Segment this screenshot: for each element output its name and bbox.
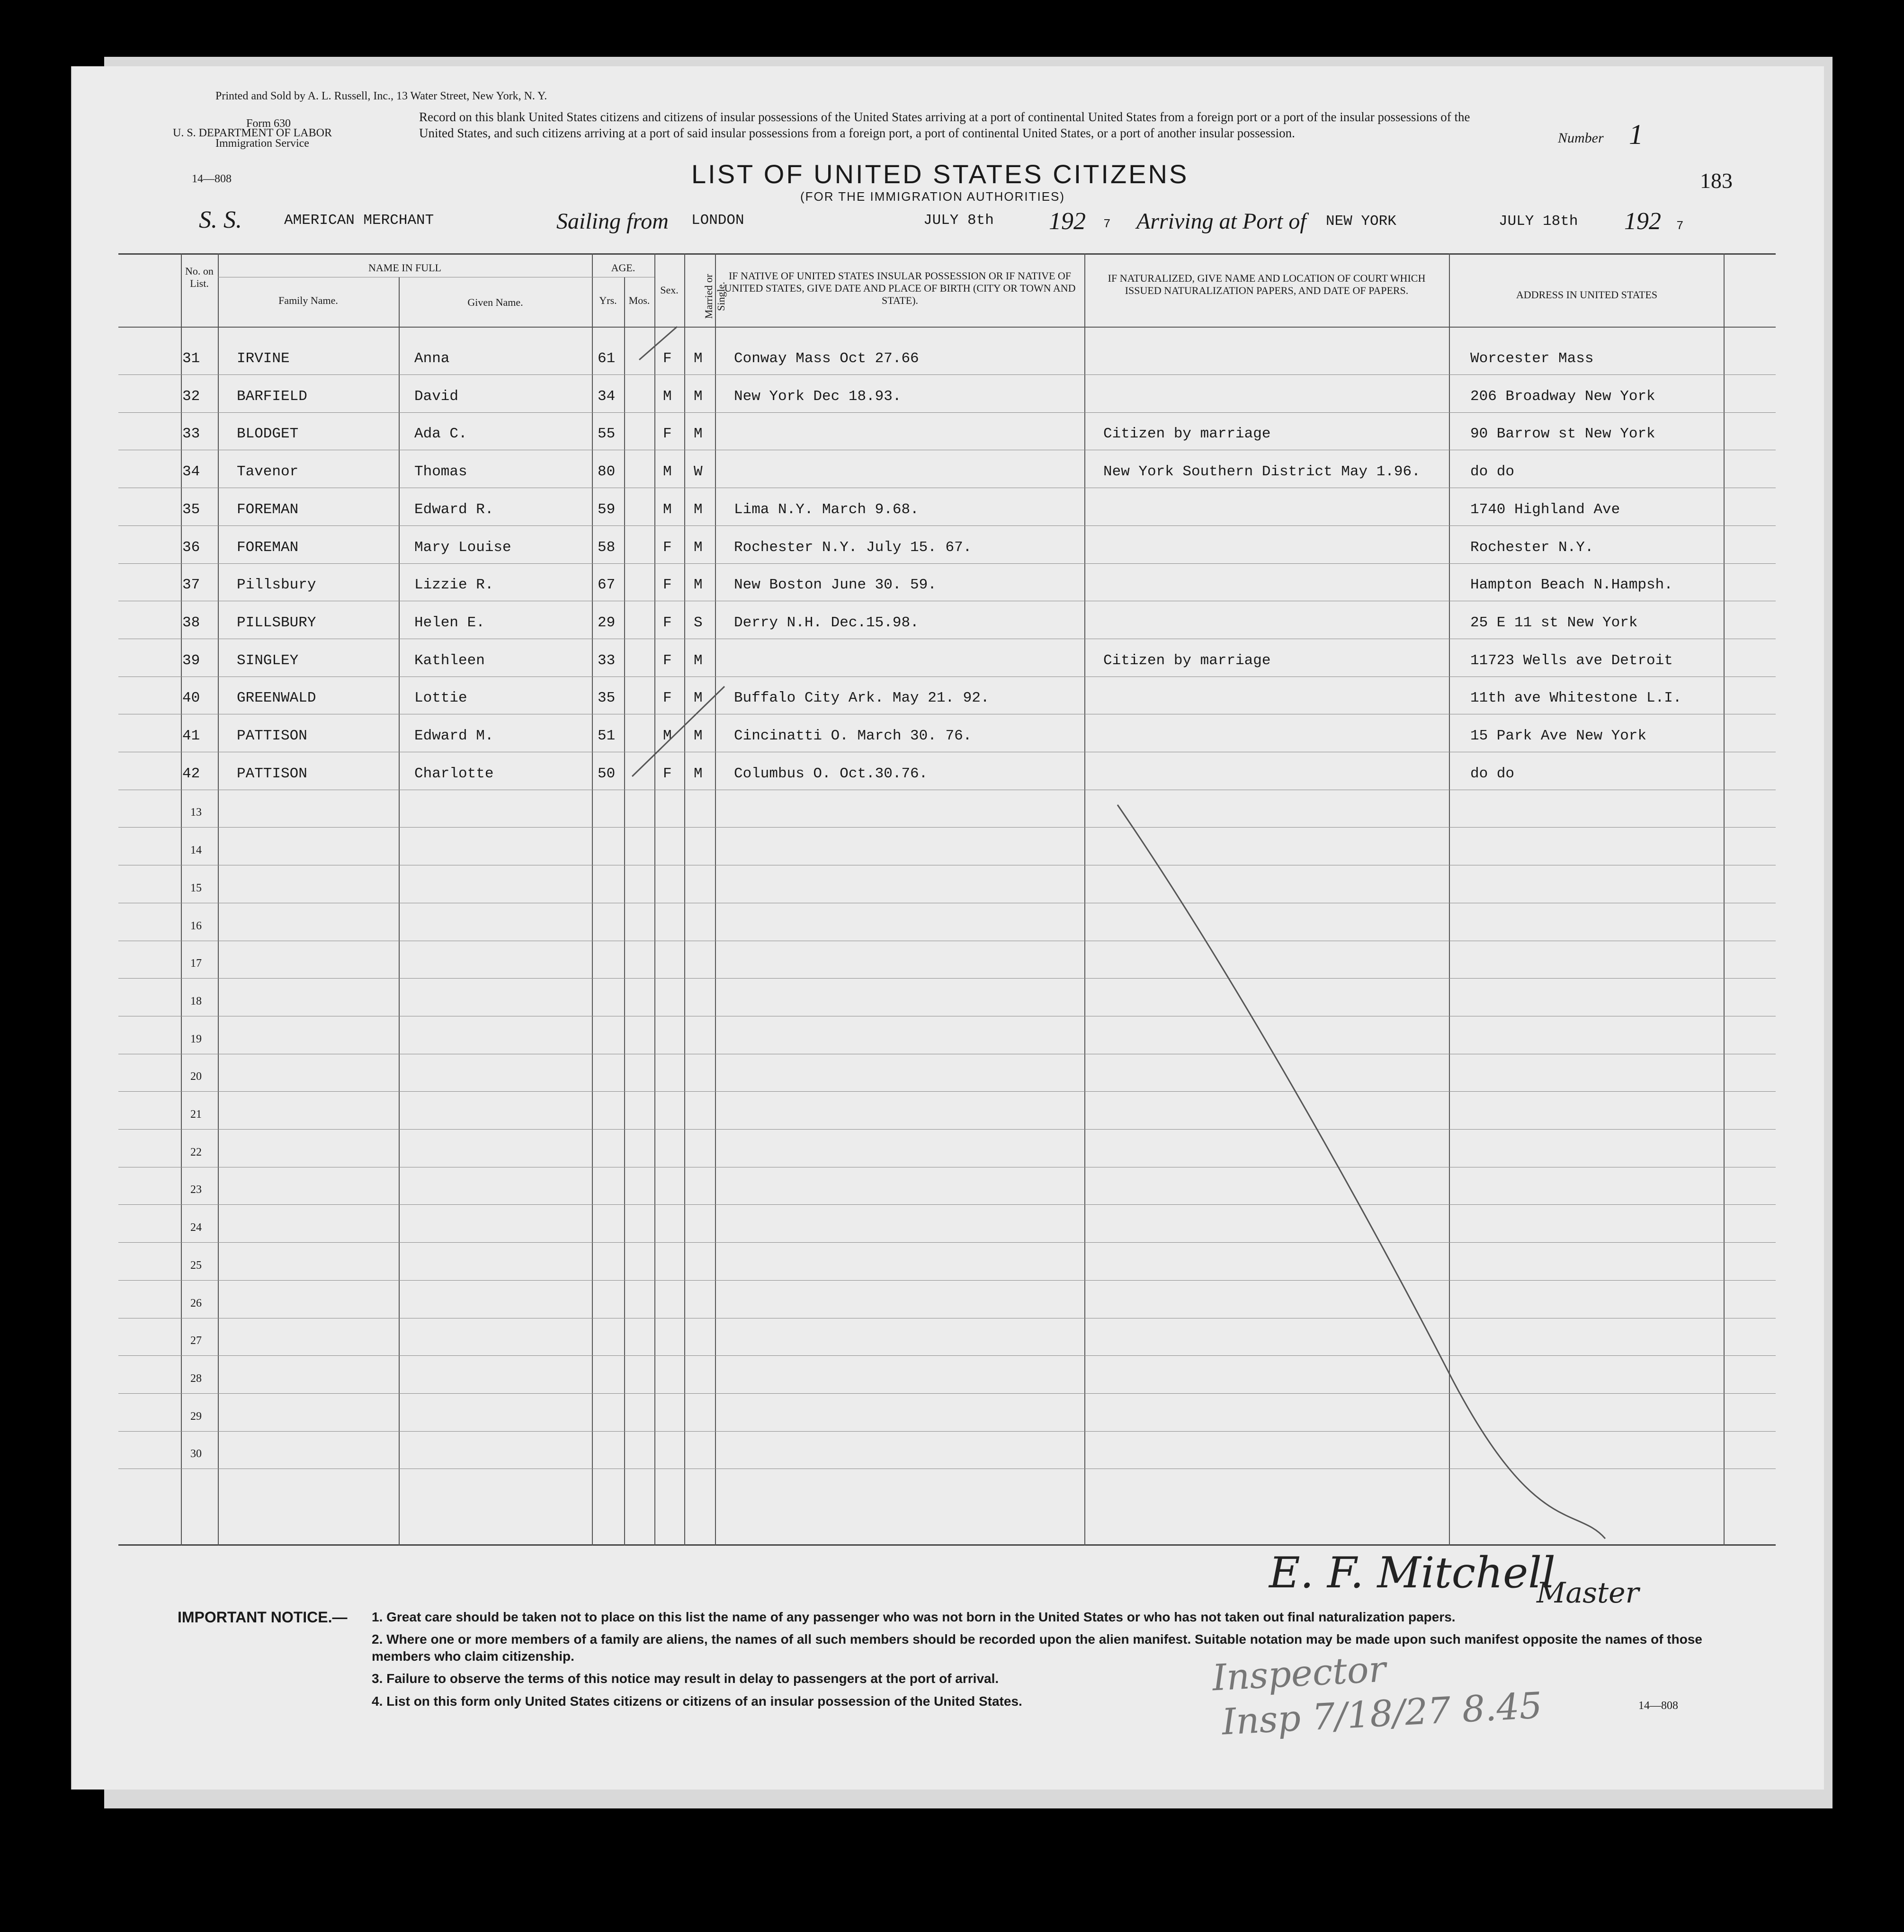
arriving-date: JULY 18th (1499, 213, 1578, 230)
age: 80 (598, 463, 616, 481)
row-number: 26 (190, 1297, 202, 1309)
age: 35 (598, 690, 616, 707)
page-title: LIST OF UNITED STATES CITIZENS (691, 159, 1189, 189)
arriving-label: Arriving at Port of (1136, 209, 1306, 234)
marital-status: M (694, 350, 703, 367)
sex: M (663, 463, 672, 481)
marital-status: M (694, 690, 703, 707)
sex: F (663, 426, 672, 443)
age: 33 (598, 652, 616, 669)
page-number: 183 (1700, 169, 1733, 193)
marital-status: M (694, 388, 703, 405)
birth-details: Rochester N.Y. July 15. 67. (734, 539, 972, 556)
col-header-sex: Sex. (660, 284, 679, 296)
us-address: 15 Park Ave New York (1470, 728, 1647, 744)
arriving-year-prefix: 192 (1624, 208, 1661, 235)
family-name: SINGLEY (237, 652, 299, 669)
given-name: Edward R. (414, 501, 494, 518)
age: 29 (598, 614, 616, 631)
sex: F (663, 350, 672, 367)
master-title: Master (1537, 1576, 1639, 1610)
birth-details: Lima N.Y. March 9.68. (734, 501, 919, 518)
us-address: 11723 Wells ave Detroit (1470, 652, 1673, 669)
row-number: 28 (190, 1372, 202, 1385)
sex: M (663, 728, 672, 744)
age: 55 (598, 426, 616, 443)
age: 51 (598, 728, 616, 744)
row-number: 39 (182, 652, 200, 669)
department: U. S. DEPARTMENT OF LABOR (173, 127, 332, 139)
col-header-given: Given Name. (467, 296, 523, 308)
family-name: Tavenor (237, 463, 299, 481)
notice-label: IMPORTANT NOTICE.— (178, 1609, 348, 1626)
notice-item-3: 3. Failure to observe the terms of this notice may result in delay to passengers at the port of arrival. (372, 1671, 999, 1686)
sailing-from: LONDON (691, 212, 744, 229)
check-mark (639, 327, 677, 360)
row-number: 25 (190, 1259, 202, 1272)
row-number: 13 (190, 806, 202, 819)
given-name: Lizzie R. (414, 577, 494, 594)
row-number: 17 (190, 957, 202, 970)
check-mark (632, 686, 724, 776)
row-number: 33 (182, 426, 200, 443)
printer-line: Printed and Sold by A. L. Russell, Inc., 13 Water Street, New York, N. Y. (215, 90, 547, 102)
given-name: David (414, 388, 459, 405)
strike-through-line (1117, 805, 1605, 1539)
row-number: 42 (182, 765, 200, 782)
age: 67 (598, 577, 616, 594)
form-number: Form 630 (246, 117, 291, 130)
us-address: do do (1470, 463, 1515, 481)
age: 59 (598, 501, 616, 518)
col-header-yrs: Yrs. (599, 294, 617, 306)
col-header-no: No. on List. (185, 265, 214, 289)
sex: F (663, 690, 672, 707)
col-header-family: Family Name. (278, 294, 338, 306)
naturalization: Citizen by marriage (1103, 426, 1271, 443)
row-number: 37 (182, 577, 200, 594)
given-name: Helen E. (414, 614, 485, 631)
ss-label: S. S. (199, 206, 242, 233)
birth-details: Conway Mass Oct 27.66 (734, 350, 919, 367)
marital-status: M (694, 577, 703, 594)
given-name: Anna (414, 350, 450, 367)
row-number: 16 (190, 919, 202, 932)
family-name: PATTISON (237, 728, 307, 744)
inspector-signature: Inspector (1211, 1647, 1387, 1699)
col-header-age: AGE. (611, 262, 635, 274)
col-header-address: ADDRESS IN UNITED STATES (1516, 289, 1658, 301)
service: Immigration Service (215, 137, 309, 150)
us-address: do do (1470, 765, 1515, 782)
row-number: 30 (190, 1448, 202, 1460)
age: 34 (598, 388, 616, 405)
us-address: 25 E 11 st New York (1470, 614, 1638, 631)
family-name: BARFIELD (237, 388, 307, 405)
row-number: 22 (190, 1146, 202, 1158)
col-header-married: Married or Single. (703, 274, 727, 319)
notice-item-1: 1. Great care should be taken not to place on this list the name of any passenger who was not born in the United States or who has not taken out final naturalization papers. (372, 1610, 1456, 1624)
row-number: 18 (190, 995, 202, 1007)
us-address: Worcester Mass (1470, 350, 1594, 367)
instructions: Record on this blank United States citizens and citizens of insular possessions of the United States arriving at a port of continental United States from a foreign port or a port of the insular possessions of the United States, and such citizens arriving at a port of said insular possessions from a foreign port, a port of continental United States, or a port of another insular possession. (419, 110, 1470, 140)
sailing-year-suffix: 7 (1103, 217, 1111, 231)
col-header-native: IF NATIVE OF UNITED STATES INSULAR POSSESSION OR IF NATIVE OF UNITED STATES, GIVE DATE AND PLACE OF BIRTH (CITY OR TOWN AND STATE). (724, 270, 1076, 306)
birth-details: New York Dec 18.93. (734, 388, 902, 405)
us-address: 1740 Highland Ave (1470, 501, 1620, 518)
birth-details: Buffalo City Ark. May 21. 92. (734, 690, 990, 707)
sex: F (663, 539, 672, 556)
given-name: Charlotte (414, 765, 494, 782)
master-signature: E. F. Mitchell (1269, 1548, 1555, 1598)
family-name: Pillsbury (237, 577, 316, 594)
notice-item-4: 4. List on this form only United States citizens or citizens of an insular possession of the United States. (372, 1694, 1022, 1709)
age: 58 (598, 539, 616, 556)
inspection-stamp: Insp 7/18/27 8.45 (1221, 1684, 1544, 1743)
given-name: Ada C. (414, 426, 467, 443)
marital-status: M (694, 652, 703, 669)
row-number: 21 (190, 1108, 202, 1121)
naturalization: Citizen by marriage (1103, 652, 1271, 669)
sex: M (663, 501, 672, 518)
row-number: 40 (182, 690, 200, 707)
marital-status: W (694, 463, 703, 481)
given-name: Edward M. (414, 728, 494, 744)
arriving-year-suffix: 7 (1676, 219, 1684, 233)
us-address: 206 Broadway New York (1470, 388, 1655, 405)
us-address: 11th ave Whitestone L.I. (1470, 690, 1682, 707)
sailing-date: JULY 8th (923, 212, 994, 229)
given-name: Mary Louise (414, 539, 511, 556)
family-name: IRVINE (237, 350, 290, 367)
page-subtitle: (FOR THE IMMIGRATION AUTHORITIES) (800, 189, 1065, 204)
sailing-year-prefix: 192 (1049, 208, 1086, 235)
col-header-name: NAME IN FULL (368, 262, 441, 274)
row-number: 27 (190, 1335, 202, 1347)
row-number: 36 (182, 539, 200, 556)
row-number: 23 (190, 1184, 202, 1196)
sex: F (663, 577, 672, 594)
birth-details: Columbus O. Oct.30.76. (734, 765, 928, 782)
row-number: 38 (182, 614, 200, 631)
row-number: 24 (190, 1221, 202, 1234)
marital-status: M (694, 728, 703, 744)
number-label: Number (1558, 130, 1604, 146)
footer-code: 14—808 (1638, 1700, 1678, 1712)
marital-status: M (694, 501, 703, 518)
naturalization: New York Southern District May 1.96. (1103, 463, 1421, 481)
family-name: BLODGET (237, 426, 299, 443)
row-number: 32 (182, 388, 200, 405)
us-address: Hampton Beach N.Hampsh. (1470, 577, 1673, 594)
us-address: Rochester N.Y. (1470, 539, 1594, 556)
family-name: FOREMAN (237, 501, 299, 518)
col-header-mos: Mos. (628, 294, 650, 306)
form-code: 14—808 (192, 173, 232, 185)
sailing-label: Sailing from (556, 209, 669, 234)
sex: M (663, 388, 672, 405)
row-number: 14 (190, 844, 202, 857)
given-name: Lottie (414, 690, 467, 707)
marital-status: M (694, 539, 703, 556)
family-name: PILLSBURY (237, 614, 316, 631)
marital-status: S (694, 614, 703, 631)
arriving-port: NEW YORK (1326, 213, 1396, 230)
ship-name: AMERICAN MERCHANT (284, 212, 434, 229)
sex: F (663, 614, 672, 631)
sex: F (663, 652, 672, 669)
row-number: 34 (182, 463, 200, 481)
row-number: 20 (190, 1070, 202, 1083)
given-name: Kathleen (414, 652, 485, 669)
family-name: PATTISON (237, 765, 307, 782)
birth-details: New Boston June 30. 59. (734, 577, 937, 594)
row-number: 35 (182, 501, 200, 518)
family-name: GREENWALD (237, 690, 316, 707)
col-header-naturalized: IF NATURALIZED, GIVE NAME AND LOCATION OF COURT WHICH ISSUED NATURALIZATION PAPERS, AND DATE OF PAPERS. (1108, 272, 1426, 296)
marital-status: M (694, 765, 703, 782)
given-name: Thomas (414, 463, 467, 481)
marital-status: M (694, 426, 703, 443)
row-number: 15 (190, 881, 202, 894)
row-number: 31 (182, 350, 200, 367)
family-name: FOREMAN (237, 539, 299, 556)
age: 50 (598, 765, 616, 782)
row-number: 19 (190, 1033, 202, 1045)
number-value: 1 (1629, 119, 1643, 150)
row-number: 41 (182, 728, 200, 744)
notice-item-2: 2. Where one or more members of a family are aliens, the names of all such members should be recorded upon the alien manifest. Suitable notation may be made upon such manifest opposite the names of those members who claim citizenship. (372, 1632, 1702, 1664)
birth-details: Derry N.H. Dec.15.98. (734, 614, 919, 631)
birth-details: Cincinatti O. March 30. 76. (734, 728, 972, 744)
sex: F (663, 765, 672, 782)
us-address: 90 Barrow st New York (1470, 426, 1655, 443)
age: 61 (598, 350, 616, 367)
row-number: 29 (190, 1410, 202, 1423)
